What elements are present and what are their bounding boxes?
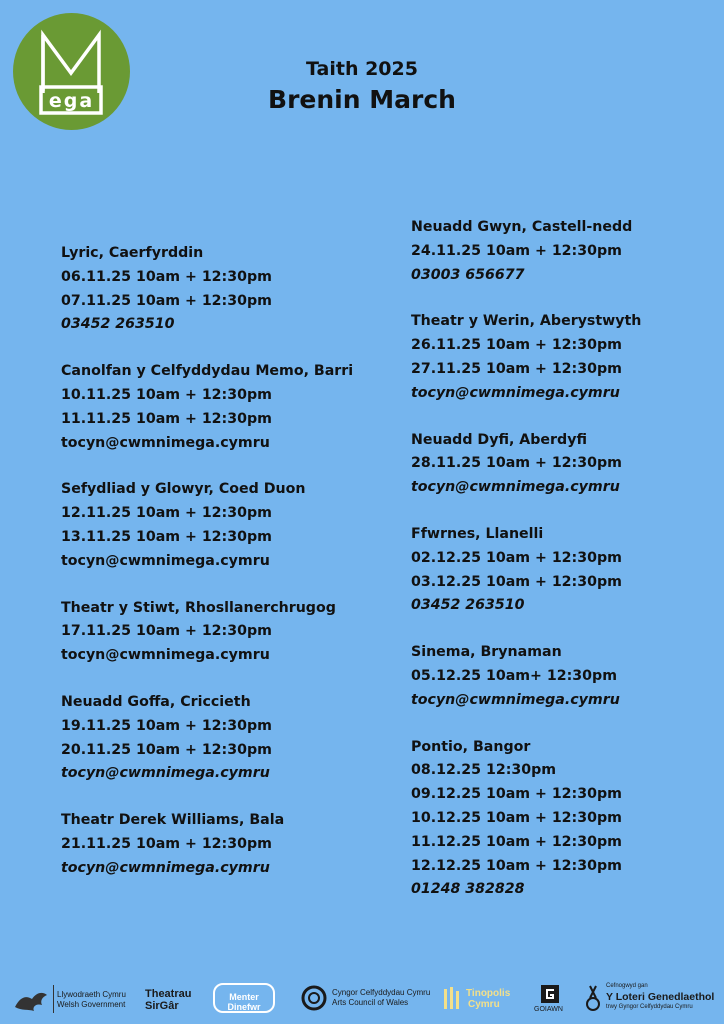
- booking-contact: 01248 382828: [411, 881, 525, 898]
- performance-date: 13.11.25 10am + 12:30pm: [61, 528, 272, 545]
- welsh-gov-name-cy: Llywodraeth Cymru: [57, 990, 126, 999]
- performance-date: 06.11.25 10am + 12:30pm: [61, 268, 272, 285]
- welsh-gov-name-en: Welsh Government: [57, 1000, 126, 1009]
- performance-date: 21.11.25 10am + 12:30pm: [61, 835, 272, 852]
- venue-block: [61, 478, 391, 573]
- performance-date: 26.11.25 10am + 12:30pm: [411, 337, 622, 354]
- venue-block: [61, 597, 391, 668]
- venue-block: [411, 736, 724, 903]
- booking-contact: tocyn@cwmnimega.cymru: [61, 434, 270, 451]
- theatrau-logo-line1: Theatrau: [145, 988, 192, 1000]
- booking-contact: tocyn@cwmnimega.cymru: [411, 691, 620, 708]
- booking-contact: 03452 263510: [61, 316, 175, 333]
- venue-name: Canolfan y Celfyddydau Memo, Barri: [61, 363, 354, 380]
- venue-name: Neuadd Goffa, Criccieth: [61, 693, 251, 710]
- venue-block: [61, 242, 391, 337]
- venue-name: Pontio, Bangor: [411, 738, 531, 755]
- venue-name: Ffwrnes, Llanelli: [411, 525, 544, 542]
- venue-block: [411, 310, 724, 405]
- goiawn-g-icon: [540, 984, 560, 1004]
- performance-date: 10.12.25 10am + 12:30pm: [411, 809, 622, 826]
- performance-date: 03.12.25 10am + 12:30pm: [411, 573, 622, 590]
- venue-block: [411, 523, 724, 618]
- page-header: [0, 56, 724, 118]
- performance-date: 20.11.25 10am + 12:30pm: [61, 741, 272, 758]
- venue-block: [411, 216, 724, 287]
- performance-date: 12.11.25 10am + 12:30pm: [61, 505, 272, 522]
- venue-name: Theatr y Werin, Aberystwyth: [411, 313, 642, 330]
- arts-council-name-cy: Cyngor Celfyddydau Cymru: [332, 988, 431, 997]
- performance-date: 19.11.25 10am + 12:30pm: [61, 717, 272, 734]
- performance-date: 05.12.25 10am+ 12:30pm: [411, 667, 617, 684]
- venue-block: [61, 809, 391, 880]
- performance-date: 17.11.25 10am + 12:30pm: [61, 623, 272, 640]
- venue-name: Neuadd Gwyn, Castell-nedd: [411, 219, 633, 235]
- lottery-name: Y Loteri Genedlaethol: [606, 991, 715, 1003]
- page-title: Brenin March: [268, 85, 456, 114]
- performance-date: 07.11.25 10am + 12:30pm: [61, 292, 272, 309]
- performance-date: 10.11.25 10am + 12:30pm: [61, 386, 272, 403]
- lottery-crossed-fingers-icon: [582, 984, 604, 1012]
- menter-logo-text: Menter Dinefwr: [227, 992, 261, 1012]
- performance-date: 02.12.25 10am + 12:30pm: [411, 549, 622, 566]
- welsh-dragon-icon: [12, 987, 50, 1013]
- venue-name: Sinema, Brynaman: [411, 644, 562, 661]
- booking-contact: tocyn@cwmnimega.cymru: [61, 647, 270, 664]
- tinopolis-bars-icon: [442, 985, 464, 1011]
- venue-block: [61, 691, 391, 786]
- booking-contact: tocyn@cwmnimega.cymru: [61, 552, 270, 569]
- divider: [53, 985, 54, 1013]
- goiawn-text: GOIAWN: [534, 1006, 563, 1013]
- booking-contact: tocyn@cwmnimega.cymru: [411, 479, 620, 496]
- schedule-left-column: [61, 242, 391, 904]
- venue-name: Lyric, Caerfyrddin: [61, 245, 204, 261]
- booking-contact: 03452 263510: [411, 597, 525, 614]
- performance-date: 24.11.25 10am + 12:30pm: [411, 242, 622, 259]
- venue-name: Neuadd Dyfi, Aberdyfi: [411, 431, 587, 448]
- lottery-supported-by: Cefnogwyd gan: [606, 983, 648, 989]
- performance-date: 11.12.25 10am + 12:30pm: [411, 833, 622, 850]
- performance-date: 11.11.25 10am + 12:30pm: [61, 410, 272, 427]
- page-subtitle: Taith 2025: [306, 58, 418, 80]
- sponsor-footer: [0, 978, 724, 1018]
- schedule-right-column: [411, 216, 724, 925]
- performance-date: 28.11.25 10am + 12:30pm: [411, 455, 622, 472]
- venue-block: [411, 641, 724, 712]
- booking-contact: tocyn@cwmnimega.cymru: [61, 765, 270, 782]
- booking-contact: 03003 656677: [411, 266, 525, 283]
- venue-name: Sefydliad y Glowyr, Coed Duon: [61, 481, 306, 498]
- lottery-via: trwy Gyngor Celfyddydau Cymru: [606, 1004, 693, 1010]
- performance-date: 12.12.25 10am + 12:30pm: [411, 857, 622, 874]
- arts-council-name-en: Arts Council of Wales: [332, 998, 409, 1007]
- booking-contact: tocyn@cwmnimega.cymru: [411, 384, 620, 401]
- theatrau-logo-line2: SirGâr: [145, 1000, 179, 1012]
- booking-contact: tocyn@cwmnimega.cymru: [61, 859, 270, 876]
- performance-date: 27.11.25 10am + 12:30pm: [411, 360, 622, 377]
- tinopolis-line2: Cymru: [468, 999, 500, 1010]
- tinopolis-line1: Tinopolis: [466, 988, 511, 999]
- venue-name: Theatr Derek Williams, Bala: [61, 812, 285, 829]
- logo-text: ega: [48, 90, 95, 112]
- venue-block: [411, 429, 724, 500]
- performance-date: 09.12.25 10am + 12:30pm: [411, 786, 622, 803]
- arts-council-circle-icon: [300, 984, 328, 1012]
- venue-block: [61, 360, 391, 455]
- performance-date: 08.12.25 12:30pm: [411, 762, 557, 779]
- venue-name: Theatr y Stiwt, Rhosllanerchrugog: [61, 599, 336, 616]
